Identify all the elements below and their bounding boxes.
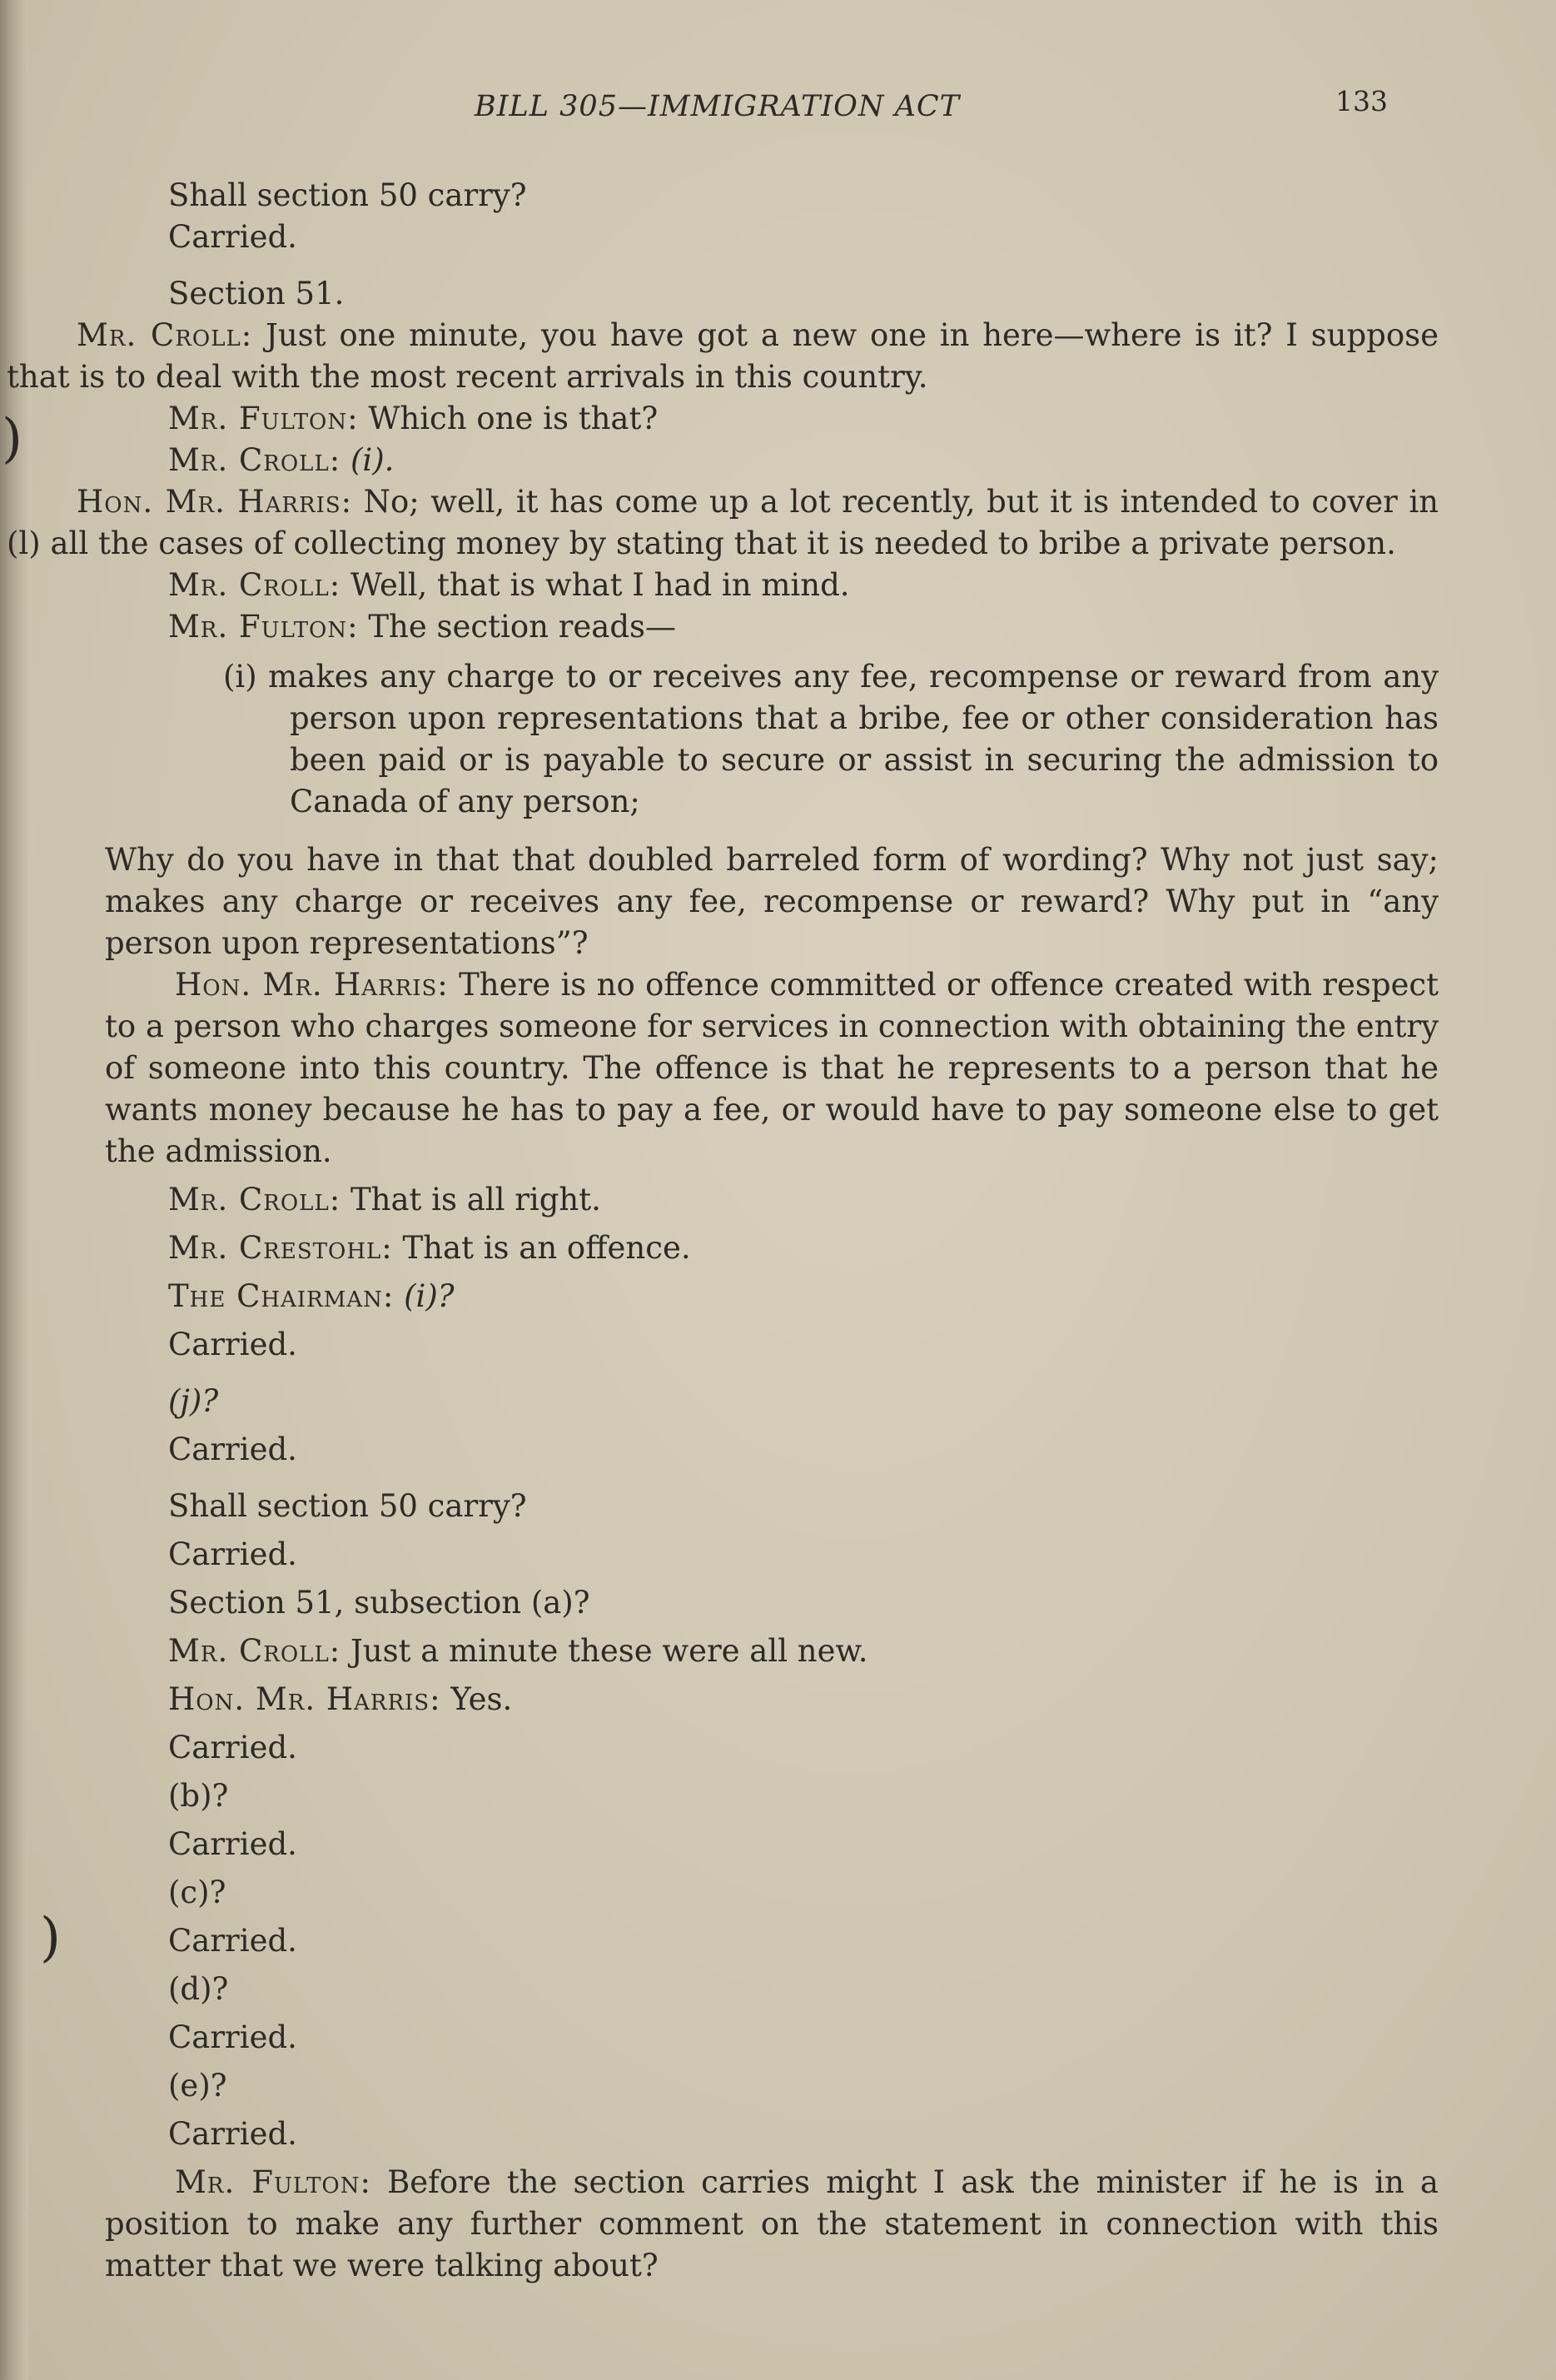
speaker-name: Mr. Crestohl: [168,1230,393,1266]
speaker-name: Hon. Mr. Harris: [168,1681,441,1717]
speech-harris [105,964,1439,1173]
page-header [0,85,1556,132]
speech-text: (i). [350,442,395,478]
speech-croll [98,1179,1439,1221]
speech-croll [98,565,1439,606]
subsection-question: (d)? [168,1971,229,2007]
carried-line: Carried. [168,1536,297,1572]
speech-text: Just one minute, you have got a new one in here—where is it? I suppose that is to deal with the most recent arrivals in this country. [7,317,1439,395]
binding-mark-bottom: ) [40,1907,61,1969]
question-paragraph: Why do you have in that that doubled barreled form of wording? Why not just say; makes any charge or receives any fee, recompense or reward? Why put in “any person upon representations”? [105,842,1439,961]
speaker-name: Mr. Fulton: [175,2164,371,2200]
speaker-name: Mr. Croll: [168,567,341,603]
speech-croll [98,1631,1439,1672]
speech-harris [98,1679,1439,1720]
question-line: Shall section 50 carry? [168,177,527,213]
carried-line: Carried. [168,1730,297,1765]
carried-line: Carried. [168,2019,297,2055]
speech-text: Which one is that? [368,401,659,436]
speech-text: Before the section carries might I ask the minister if he is in a position to make any further comment on the statement in connection with this matter that we were talking about? [105,2164,1439,2283]
speaker-name: Hon. Mr. Harris: [175,967,449,1003]
speech-fulton [105,2162,1439,2287]
transcript-body [7,175,1439,2287]
running-title: BILL 305—IMMIGRATION ACT [475,90,960,123]
speech-text: The section reads— [368,609,677,645]
speech-text: That is all right. [350,1182,601,1217]
speech-croll [98,440,1439,481]
carried-line: Carried. [168,219,297,255]
subsection-question: (c)? [168,1875,226,1910]
speech-crestohl [98,1227,1439,1269]
page-number: 133 [1335,85,1388,117]
question-line: Shall section 50 carry? [168,1488,527,1524]
subsection-question: (b)? [168,1778,229,1814]
speech-text: Yes. [450,1681,513,1717]
speaker-name: Mr. Fulton: [168,401,359,436]
speech-text: Just a minute these were all new. [350,1633,868,1669]
carried-line: Carried. [168,1923,297,1959]
carried-line: Carried. [168,1431,297,1467]
speech-croll [7,315,1439,398]
speaker-name: Mr. Fulton: [168,609,359,645]
speech-text: (i)? [404,1278,455,1314]
speech-fulton [98,398,1439,440]
subsection-question: (e)? [168,2068,227,2104]
speech-harris [7,481,1439,565]
carried-line: Carried. [168,1826,297,1862]
speaker-name: Mr. Croll: [77,317,253,353]
binding-mark-top: ) [2,408,22,470]
carried-line: Carried. [168,2116,297,2152]
speaker-name: Hon. Mr. Harris: [77,484,353,520]
speech-chairman [98,1276,1439,1317]
speaker-name: Mr. Croll: [168,1182,341,1217]
speech-text: That is an offence. [402,1230,691,1266]
speech-fulton [98,606,1439,648]
quoted-clause: (i) makes any charge to or receives any fee, recompense or reward from any person upon representations that a bribe, fee or other consideration has been paid or is payable to secure or assist in securing the admission to Canada of any person; [223,659,1439,819]
speech-text: No; well, it has come up a lot recently, but it is intended to cover in (l) all the cases of collecting money by stating that it is needed to bribe a private person. [7,484,1439,561]
speaker-name: Mr. Croll: [168,442,341,478]
section-heading: Section 51. [168,276,345,311]
subsection-question: (j)? [168,1383,219,1419]
carried-line: Carried. [168,1327,297,1362]
section-question: Section 51, subsection (a)? [168,1585,590,1621]
speech-text: There is no offence committed or offence created with respect to a person who charges someone for services in connection with obtaining the entry of someone into this country. The offence is that he represents to a person that he wants money because he has to pay a fee, or would have to pay someone else to get the admission. [105,967,1439,1169]
speaker-name: Mr. Croll: [168,1633,341,1669]
speech-text: Well, that is what I had in mind. [350,567,850,603]
speaker-name: The Chairman: [168,1278,395,1314]
